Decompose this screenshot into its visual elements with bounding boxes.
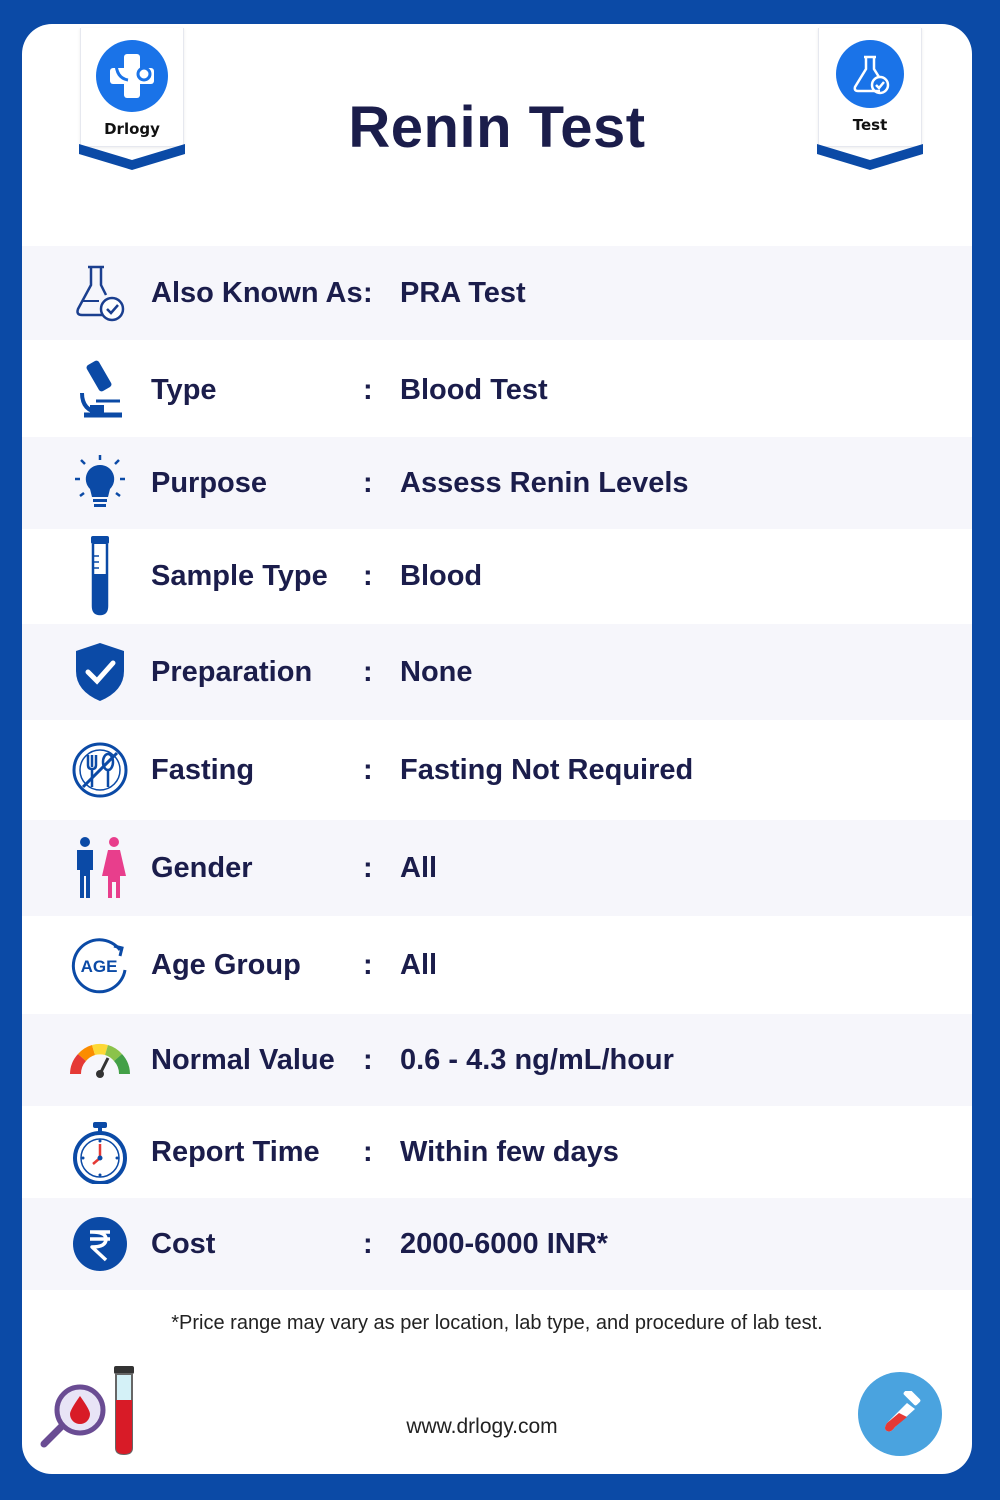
row-colon: : [363,1227,373,1260]
shield-check-icon [62,634,138,710]
row-value: Blood [400,559,483,592]
left-badge-label: Drlogy [104,120,160,138]
row-value: All [400,948,438,981]
lightbulb-icon [62,445,138,521]
microscope-icon [62,352,138,428]
row-value: Blood Test [400,373,548,406]
row-label: Report Time [151,1135,320,1168]
info-card [22,24,972,1474]
row-value: PRA Test [400,276,526,309]
rupee-icon [62,1206,138,1282]
row-gender [22,820,972,916]
row-sample-type [22,529,972,623]
row-report-time [22,1106,972,1198]
row-cost [22,1198,972,1290]
row-colon: : [363,466,373,499]
row-value: 2000-6000 INR* [400,1227,608,1260]
row-value: Fasting Not Required [400,753,694,786]
row-label: Normal Value [151,1043,335,1076]
row-preparation [22,624,972,720]
row-label: Sample Type [151,559,328,592]
row-colon: : [363,1135,373,1168]
right-badge-label: Test [852,116,888,134]
test-tube-button-icon[interactable] [858,1372,942,1456]
no-fasting-icon [62,732,138,808]
right-ribbon [817,142,923,172]
row-colon: : [363,1043,373,1076]
row-value: Assess Renin Levels [400,466,689,499]
row-label: Type [151,373,217,406]
row-colon: : [363,851,373,884]
row-colon: : [363,655,373,688]
row-label: Also Known As [151,276,363,309]
row-colon: : [363,753,373,786]
row-label: Purpose [151,466,268,499]
row-label: Cost [151,1227,216,1260]
row-type [22,344,972,436]
page-title: Renin Test [348,95,646,160]
blood-sample-magnifier-icon [40,1364,140,1463]
price-footnote: *Price range may vary as per location, lab type, and procedure of lab test. [171,1312,823,1334]
row-label: Gender [151,851,253,884]
flask-check-icon [62,255,138,331]
row-value: None [400,655,473,688]
row-label: Preparation [151,655,313,688]
row-colon: : [363,948,373,981]
test-tube-icon [62,537,138,613]
row-colon: : [363,276,373,309]
row-normal-value [22,1014,972,1106]
website-link[interactable]: www.drlogy.com [406,1415,558,1438]
row-value: Within few days [400,1135,619,1168]
row-colon: : [363,373,373,406]
stopwatch-icon [62,1114,138,1190]
row-age-group [22,916,972,1014]
row-fasting [22,720,972,820]
row-label: Fasting [151,753,255,786]
age-icon-text: AGE [80,957,118,976]
row-value: 0.6 - 4.3 ng/mL/hour [400,1043,674,1076]
test-badge[interactable] [818,28,922,147]
row-colon: : [363,559,373,592]
male-female-icon [62,830,138,906]
flask-badge-icon [836,40,904,108]
row-value: All [400,851,438,884]
gauge-icon [62,1022,138,1098]
row-also-known-as [22,246,972,340]
row-label: Age Group [151,948,301,981]
row-purpose [22,437,972,529]
age-icon [62,928,138,1004]
